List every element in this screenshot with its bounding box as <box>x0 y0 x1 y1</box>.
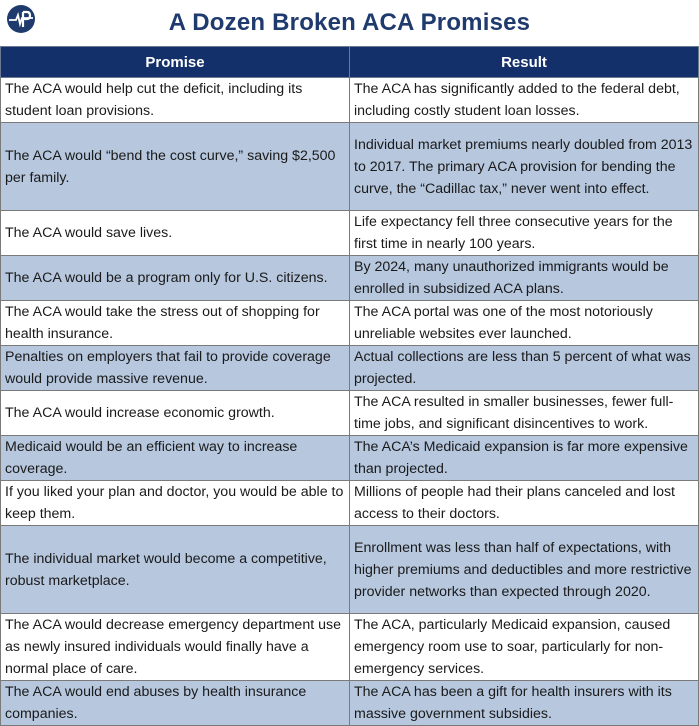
result-cell: By 2024, many unauthorized immigrants would be enrolled in subsidized ACA plans. <box>350 256 699 301</box>
table-row <box>1 436 699 481</box>
result-cell: The ACA portal was one of the most notoriously unreliable websites ever launched. <box>350 301 699 346</box>
promise-cell: The ACA would take the stress out of shopping for health insurance. <box>1 301 350 346</box>
promises-table <box>0 46 699 726</box>
table-row <box>1 681 699 726</box>
result-cell: The ACA has significantly added to the federal debt, including costly student loan losses. <box>350 78 699 123</box>
promise-cell: The ACA would help cut the deficit, including its student loan provisions. <box>1 78 350 123</box>
table-row <box>1 211 699 256</box>
promise-cell: If you liked your plan and doctor, you would be able to keep them. <box>1 481 350 526</box>
page-title: A Dozen Broken ACA Promises <box>168 9 531 36</box>
promise-cell: The ACA would increase economic growth. <box>1 391 350 436</box>
table-row <box>1 301 699 346</box>
promise-cell: The individual market would become a competitive, robust marketplace. <box>1 526 350 614</box>
table-row <box>1 256 699 301</box>
header <box>0 0 699 46</box>
result-cell: Life expectancy fell three consecutive years for the first time in nearly 100 years. <box>350 211 699 256</box>
table-row <box>1 346 699 391</box>
table-row <box>1 481 699 526</box>
result-cell: The ACA, particularly Medicaid expansion, caused emergency room use to soar, particularly for non-emergency services. <box>350 614 699 681</box>
promise-cell: The ACA would save lives. <box>1 211 350 256</box>
column-header-promise: Promise <box>1 47 350 78</box>
table-row <box>1 78 699 123</box>
result-cell: The ACA resulted in smaller businesses, fewer full-time jobs, and significant disincentives to work. <box>350 391 699 436</box>
promise-cell: The ACA would end abuses by health insurance companies. <box>1 681 350 726</box>
result-cell: The ACA has been a gift for health insurers with its massive government subsidies. <box>350 681 699 726</box>
table-row <box>1 526 699 614</box>
promise-cell: The ACA would be a program only for U.S. citizens. <box>1 256 350 301</box>
promise-cell: The ACA would decrease emergency department use as newly insured individuals would finally have a normal place of care. <box>1 614 350 681</box>
column-header-result: Result <box>350 47 699 78</box>
table-row <box>1 123 699 211</box>
promise-cell: The ACA would “bend the cost curve,” saving $2,500 per family. <box>1 123 350 211</box>
result-cell: The ACA’s Medicaid expansion is far more expensive than projected. <box>350 436 699 481</box>
result-cell: Enrollment was less than half of expectations, with higher premiums and deductibles and more restrictive provider networks than expected through 2020. <box>350 526 699 614</box>
result-cell: Millions of people had their plans canceled and lost access to their doctors. <box>350 481 699 526</box>
result-cell: Actual collections are less than 5 percent of what was projected. <box>350 346 699 391</box>
table-header-row <box>1 47 699 78</box>
result-cell: Individual market premiums nearly doubled from 2013 to 2017. The primary ACA provision for bending the curve, the “Cadillac tax,” never went into effect. <box>350 123 699 211</box>
ptp-logo-icon <box>6 4 36 34</box>
table-row <box>1 614 699 681</box>
promise-cell: Medicaid would be an efficient way to increase coverage. <box>1 436 350 481</box>
promise-cell: Penalties on employers that fail to provide coverage would provide massive revenue. <box>1 346 350 391</box>
table-row <box>1 391 699 436</box>
